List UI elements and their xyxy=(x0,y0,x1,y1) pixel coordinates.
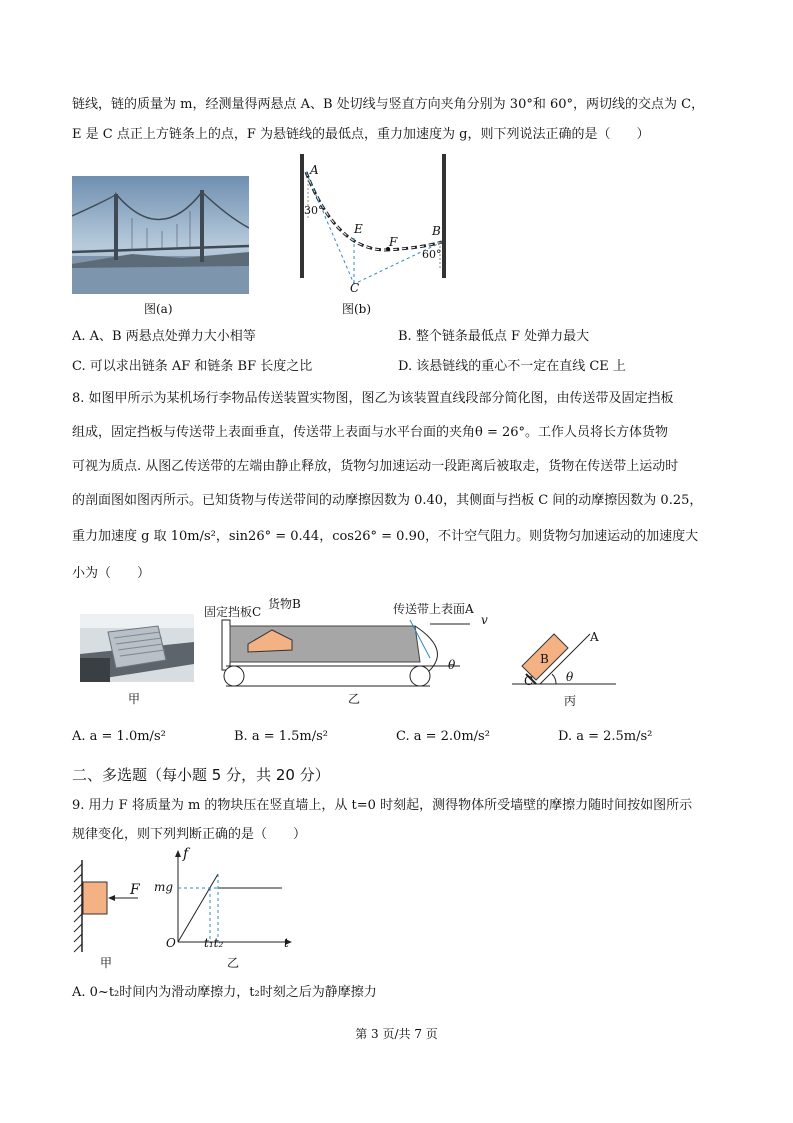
q9-fig-yi-caption: 乙 xyxy=(227,956,240,970)
label-30deg: 30° xyxy=(304,204,324,217)
label-cargo: 货物B xyxy=(268,597,301,611)
q7-option-c[interactable]: C. 可以求出链条 AF 和链条 BF 长度之比 xyxy=(72,359,313,374)
friction-time-graph xyxy=(156,846,296,950)
q8-option-b[interactable]: B. a = 1.5m/s² xyxy=(234,729,328,744)
label-B: B xyxy=(432,224,441,238)
q8-line3: 可视为质点. 从图乙传送带的左端由静止释放，货物匀加速运动一段距离后被取走，货物在传送带上运动时 xyxy=(72,459,679,474)
bridge-photo xyxy=(72,176,249,294)
label-B-bing: B xyxy=(540,652,549,666)
q8-option-a[interactable]: A. a = 1.0m/s² xyxy=(72,729,166,744)
label-E: E xyxy=(354,222,363,236)
label-60deg: 60° xyxy=(422,248,442,261)
section-heading: 二、多选题（每小题 5 分，共 20 分） xyxy=(72,766,330,784)
q7-option-a[interactable]: A. A、B 两悬点处弹力大小相等 xyxy=(72,329,256,344)
label-theta-bing: θ xyxy=(566,670,574,684)
q7-stem-line2: E 是 C 点正上方链条上的点，F 为悬链线的最低点，重力加速度为 g，则下列说法正确的是（ ） xyxy=(72,127,650,142)
label-O: O xyxy=(166,936,176,950)
q8-line6: 小为（ ） xyxy=(72,566,151,581)
q8-fig-yi-caption: 乙 xyxy=(348,692,361,706)
label-C: C xyxy=(350,281,360,295)
fig-b-caption: 图(b) xyxy=(342,302,372,316)
q8-line4: 的剖面图如图丙所示。已知货物与传送带间的动摩擦因数为 0.40，其侧面与挡板 C 间的动摩擦因数为 0.25， xyxy=(72,493,703,508)
q7-option-b[interactable]: B. 整个链条最低点 F 处弹力最大 xyxy=(398,329,590,344)
block-wall-diagram xyxy=(72,858,154,954)
label-A-bing: A xyxy=(590,630,599,644)
q9-fig-jia-caption: 甲 xyxy=(100,956,113,970)
q8-option-d[interactable]: D. a = 2.5m/s² xyxy=(558,729,653,744)
label-baffle: 固定挡板C xyxy=(204,605,262,619)
conveyor-schematic xyxy=(220,610,470,690)
q7-option-d[interactable]: D. 该悬链线的重心不一定在直线 CE 上 xyxy=(398,359,626,374)
q8-line1: 8. 如图甲所示为某机场行李物品传送装置实物图，图乙为该装置直线段部分简化图，由传送带及固定挡板 xyxy=(72,391,674,406)
label-mg: mg xyxy=(154,880,174,894)
q9-option-a[interactable]: A. 0~t₂时间内为滑动摩擦力，t₂时刻之后为静摩擦力 xyxy=(72,985,377,1000)
label-belt: 传送带上表面A xyxy=(393,602,474,616)
q8-fig-jia-caption: 甲 xyxy=(128,692,141,706)
fig-a-caption: 图(a) xyxy=(144,302,173,316)
q8-line5: 重力加速度 g 取 10m/s²，sin26° = 0.44，cos26° = 0.90，不计空气阻力。则货物匀加速运动的加速度大 xyxy=(72,529,699,544)
label-f-axis: f xyxy=(183,846,189,862)
conveyor-photo xyxy=(80,614,194,682)
page-footer: 第 3 页/共 7 页 xyxy=(355,1027,438,1041)
q8-fig-bing-caption: 丙 xyxy=(564,694,577,708)
q7-stem-line1: 链线，链的质量为 m，经测量得两悬点 A、B 处切线与竖直方向夹角分别为 30°和 60°，两切线的交点为 C， xyxy=(72,97,705,112)
label-C-bing: C xyxy=(524,674,534,688)
q8-option-c[interactable]: C. a = 2.0m/s² xyxy=(396,729,490,744)
label-theta-yi: θ xyxy=(448,658,456,672)
label-t1t2: t₁t₂ xyxy=(204,936,224,950)
q8-line2: 组成，固定挡板与传送带上表面垂直，传送带上表面与水平台面的夹角θ = 26°。工作人员将长方体货物 xyxy=(72,425,669,440)
label-v: v xyxy=(481,613,488,627)
label-t-axis: t xyxy=(284,936,289,950)
label-F: F xyxy=(130,882,140,898)
label-A: A xyxy=(310,163,319,177)
q9-line1: 9. 用力 F 将质量为 m 的物块压在竖直墙上，从 t=0 时刻起，测得物体所受墙壁的摩擦力随时间按如图所示 xyxy=(72,798,693,813)
catenary-diagram xyxy=(296,150,452,300)
q9-line2: 规律变化，则下列判断正确的是（ ） xyxy=(72,827,307,842)
label-F: F xyxy=(389,235,398,249)
